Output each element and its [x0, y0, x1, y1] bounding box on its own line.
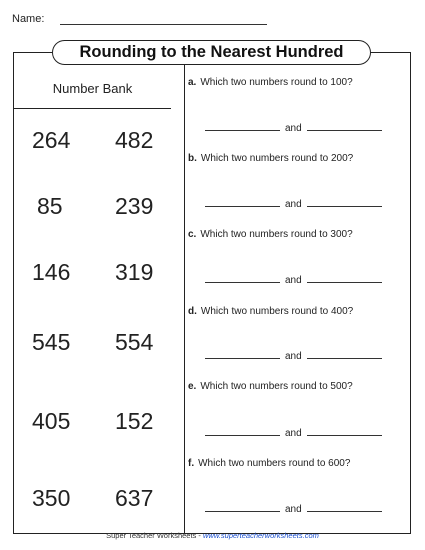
bank-number: 350 — [32, 485, 71, 511]
number-bank-title: Number Bank — [52, 81, 133, 96]
question-text: Which two numbers round to 400? — [200, 306, 354, 317]
question-text: Which two numbers round to 300? — [200, 229, 353, 240]
answer-row-c — [205, 275, 382, 286]
bank-number: 85 — [37, 193, 63, 219]
bank-number: 239 — [115, 193, 154, 219]
bank-number: 405 — [32, 408, 71, 434]
question-a — [188, 77, 353, 88]
bank-number: 554 — [115, 329, 154, 355]
question-letter: a. — [188, 77, 197, 88]
footer — [0, 531, 425, 540]
answer-blank[interactable] — [205, 130, 280, 131]
name-line[interactable] — [60, 24, 267, 25]
answer-row-a — [205, 123, 382, 134]
bank-number: 319 — [115, 259, 154, 285]
bank-number: 264 — [32, 127, 71, 153]
answer-blank[interactable] — [205, 511, 280, 512]
worksheet-title: Rounding to the Nearest Hundred — [52, 40, 371, 65]
question-d — [188, 306, 353, 317]
question-b — [188, 153, 353, 164]
answer-row-f — [205, 504, 382, 515]
answer-row-b — [205, 199, 382, 210]
and-word: and — [285, 428, 302, 439]
bank-number: 545 — [32, 329, 71, 355]
answer-blank[interactable] — [307, 206, 382, 207]
answer-blank[interactable] — [307, 511, 382, 512]
question-text: Which two numbers round to 100? — [200, 77, 353, 88]
bank-number: 152 — [115, 408, 154, 434]
and-word: and — [285, 199, 302, 210]
and-word: and — [285, 123, 302, 134]
answer-blank[interactable] — [205, 358, 280, 359]
answer-blank[interactable] — [307, 130, 382, 131]
answer-blank[interactable] — [205, 206, 280, 207]
name-label: Name: — [12, 13, 45, 25]
question-text: Which two numbers round to 200? — [200, 153, 354, 164]
question-text: Which two numbers round to 600? — [198, 458, 351, 469]
answer-row-e — [205, 428, 382, 439]
footer-url-link[interactable]: www.superteacherworksheets.com — [202, 531, 319, 540]
and-word: and — [285, 504, 302, 515]
column-divider — [184, 53, 185, 533]
question-c — [188, 229, 353, 240]
and-word: and — [285, 351, 302, 362]
bank-number: 482 — [115, 127, 154, 153]
and-word: and — [285, 275, 302, 286]
question-e — [188, 381, 353, 392]
question-letter: d. — [188, 306, 197, 317]
bank-header-divider — [14, 108, 171, 109]
question-letter: f. — [188, 458, 195, 469]
answer-blank[interactable] — [307, 358, 382, 359]
answer-blank[interactable] — [307, 435, 382, 436]
bank-number: 637 — [115, 485, 154, 511]
question-letter: b. — [188, 153, 197, 164]
footer-brand: Super Teacher Worksheets - — [106, 531, 203, 540]
answer-blank[interactable] — [205, 435, 280, 436]
question-text: Which two numbers round to 500? — [200, 381, 353, 392]
question-f — [188, 458, 350, 469]
answer-blank[interactable] — [205, 282, 280, 283]
bank-number: 146 — [32, 259, 71, 285]
question-letter: c. — [188, 229, 197, 240]
answer-row-d — [205, 351, 382, 362]
answer-blank[interactable] — [307, 282, 382, 283]
question-letter: e. — [188, 381, 197, 392]
